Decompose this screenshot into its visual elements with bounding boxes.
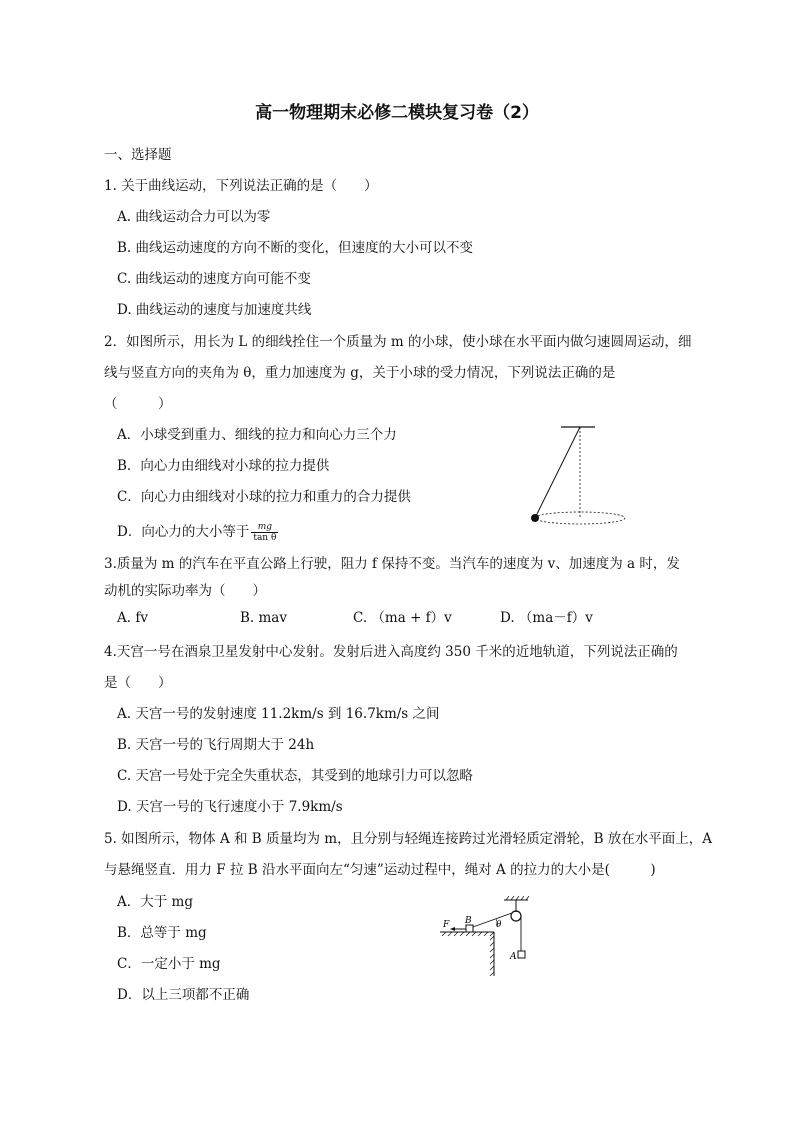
ball [531, 514, 539, 522]
q5-stem-line1: 5. 如图所示，物体 A 和 B 质量均为 m，且分别与轻绳连接跨过光滑轻质定滑轮，B 放在水平面上，A [104, 831, 713, 847]
q1-option-c[interactable]: C. 曲线运动的速度方向可能不变 [117, 271, 311, 287]
block-b [466, 925, 473, 932]
q5-option-a[interactable]: A．大于 mg [117, 894, 193, 910]
q2-option-c[interactable]: C．向心力由细线对小球的拉力和重力的合力提供 [117, 489, 411, 505]
q5-stem-line2: 与悬绳竖直．用力 F 拉 B 沿水平面向左“匀速”运动过程中，绳对 A 的拉力的大小是( ) [104, 862, 656, 878]
q2-option-b[interactable]: B．向心力由细线对小球的拉力提供 [117, 458, 330, 474]
q1-option-a[interactable]: A. 曲线运动合力可以为零 [117, 209, 271, 225]
q3-option-a[interactable]: A. fv [117, 610, 148, 626]
rope-diagonal [473, 913, 512, 927]
pulley-figure [436, 896, 536, 978]
q4-option-b[interactable]: B. 天宫一号的飞行周期大于 24h [117, 737, 315, 753]
q2-fraction [251, 522, 278, 543]
force-arrow-head [450, 927, 455, 931]
q2-option-d-text: D．向心力的大小等于 [117, 524, 250, 540]
page-title: 高一物理期末必修二模块复习卷（2） [255, 103, 539, 123]
label-theta: θ [496, 920, 502, 930]
label-b: B [465, 916, 472, 926]
q2-option-d[interactable] [117, 522, 278, 543]
fraction-denominator: tan θ [253, 533, 277, 543]
q2-option-a[interactable]: A．小球受到重力、细线的拉力和向心力三个力 [117, 427, 397, 443]
q2-stem-line3: （ ） [104, 396, 172, 412]
q3-option-b[interactable]: B. mav [240, 610, 287, 626]
q1-option-b[interactable]: B. 曲线运动速度的方向不断的变化，但速度的大小可以不变 [117, 240, 474, 256]
q3-stem-line1: 3.质量为 m 的汽车在平直公路上行驶，阻力 f 保持不变。当汽车的速度为 v、加速度为 a 时，发 [104, 556, 680, 572]
string-line [535, 427, 580, 518]
q5-option-b[interactable]: B．总等于 mg [117, 925, 207, 941]
q5-option-c[interactable]: C．一定小于 mg [117, 956, 221, 972]
label-a: A [510, 952, 517, 962]
pulley-wheel [511, 911, 521, 921]
q5-option-d[interactable]: D．以上三项都不正确 [117, 987, 250, 1003]
q4-stem-line1: 4.天宫一号在酒泉卫星发射中心发射。发射后进入高度约 350 千米的近地轨道，下列说法正确的 [104, 644, 678, 660]
fraction-numerator: mg [251, 522, 278, 533]
q4-option-d[interactable]: D. 天宫一号的飞行速度小于 7.9km/s [117, 799, 343, 815]
q3-option-d[interactable]: D. （ma－f）v [500, 610, 593, 626]
conical-pendulum-figure [525, 420, 635, 535]
ground-hatching [442, 932, 494, 936]
block-a [518, 951, 525, 958]
q2-stem-line1: 2．如图所示，用长为 L 的细线拴住一个质量为 m 的小球，使小球在水平面内做匀速圆周运动，细 [104, 334, 692, 350]
q1-option-d[interactable]: D. 曲线运动的速度与加速度共线 [117, 302, 312, 318]
q2-stem-line2: 线与竖直方向的夹角为 θ，重力加速度为 g，关于小球的受力情况，下列说法正确的是 [104, 365, 616, 381]
q3-option-c[interactable]: C. （ma + f）v [353, 610, 452, 626]
q1-stem: 1. 关于曲线运动，下列说法正确的是（ ） [104, 178, 378, 194]
q3-stem-line2: 动机的实际功率为（ ） [104, 583, 266, 599]
q4-option-a[interactable]: A. 天宫一号的发射速度 11.2km/s 到 16.7km/s 之间 [117, 706, 440, 722]
q4-option-c[interactable]: C. 天宫一号处于完全失重状态，其受到的地球引力可以忽略 [117, 768, 473, 784]
wall-hatching [490, 936, 494, 976]
top-hatching [506, 896, 529, 900]
section-heading: 一、选择题 [104, 147, 172, 163]
label-f: F [443, 920, 450, 930]
q4-stem-line2: 是（ ） [104, 675, 172, 691]
